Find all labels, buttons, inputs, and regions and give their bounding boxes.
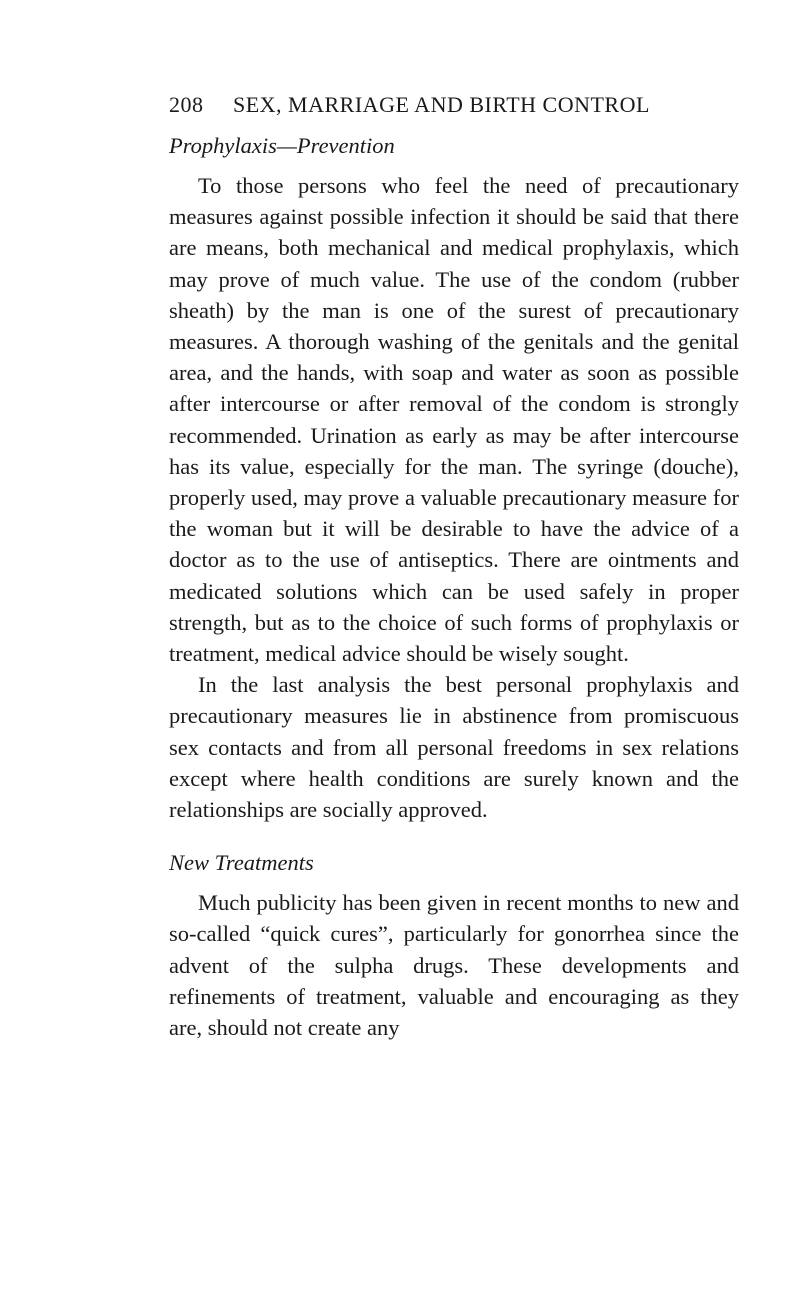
paragraph: In the last analysis the best personal prophylaxis and precautionary measures lie in abstinence from promiscuous sex contacts and from all personal freedoms in sex relations except where health conditions are surely known and the relationships are socially approved. (169, 672, 739, 823)
section-heading-new-treatments: New Treatments (169, 850, 314, 876)
paragraph: Much publicity has been given in recent months to new and so-called “quick cures”, particularly for gonorrhea since the advent of the sulpha drugs. These developments and refinements of treatment, valuable and encouraging as they are, should not create any (169, 890, 739, 1041)
section-heading-prophylaxis: Prophylaxis—Prevention (169, 133, 395, 158)
book-page (169, 88, 739, 1043)
running-head (169, 88, 739, 122)
running-title: SEX, MARRIAGE AND BIRTH CONTROL (233, 92, 650, 117)
paragraph: To those persons who feel the need of precautionary measures against possible infection it should be said that there are means, both mechanical and medical prophylaxis, which may prove of much value. The use of the condom (rubber sheath) by the man is one of the surest of precautionary measures. A thorough washing of the genitals and the genital area, and the hands, with soap and water as soon as possible after intercourse or after removal of the condom is strongly recommended. Urination as early as may be after intercourse has its value, especially for the man. The syringe (douche), properly used, may prove a valuable precautionary measure for the woman but it will be desirable to have the advice of a doctor as to the use of antiseptics. There are ointments and medicated solutions which can be used safely in proper strength, but as to the choice of such forms of prophylaxis or treatment, medical advice should be wisely sought. (169, 173, 739, 667)
page-number: 208 (169, 92, 204, 117)
